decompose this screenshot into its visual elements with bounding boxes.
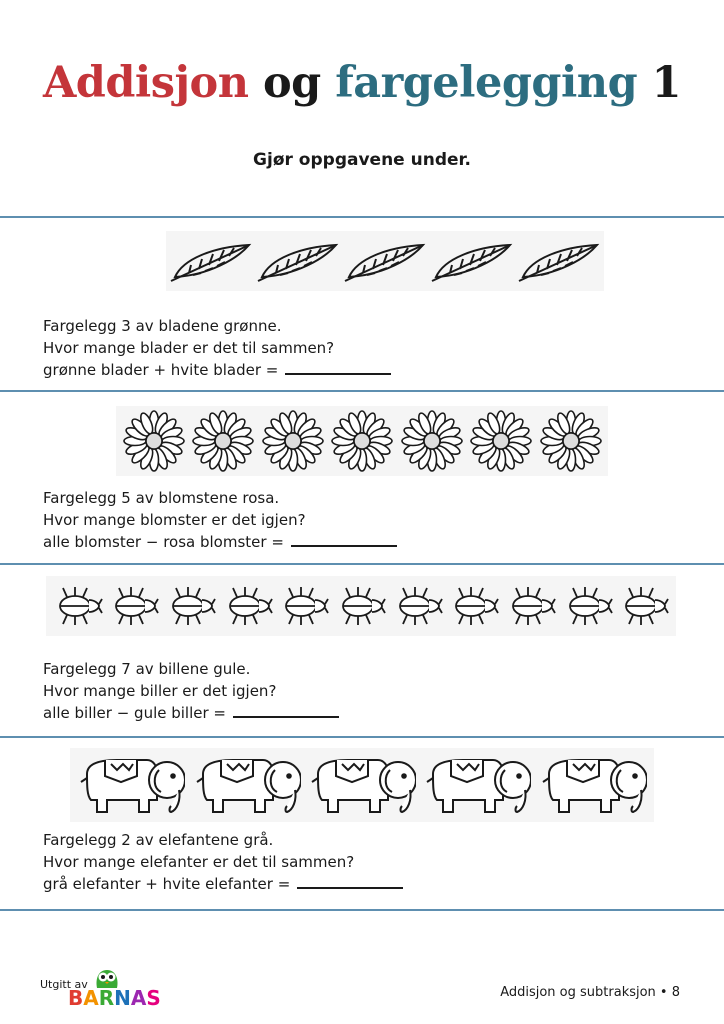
flower-row <box>116 406 608 476</box>
task-equation: alle biller − gule biller = <box>43 704 226 722</box>
flower-icon <box>330 409 394 473</box>
title-word-og: og <box>262 58 321 108</box>
title-word-fargelegging: fargelegging <box>335 58 638 108</box>
leaf-row <box>166 231 604 291</box>
task-question: Hvor mange biller er det igjen? <box>43 682 277 700</box>
flower-icon <box>191 409 255 473</box>
elephant-row <box>70 748 654 822</box>
divider <box>0 563 724 565</box>
instructions: Gjør oppgavene under. <box>253 150 471 170</box>
barnas-logo <box>68 986 161 1010</box>
beetle-icon <box>166 584 216 628</box>
logo-letter: S <box>146 986 161 1010</box>
beetle-icon <box>53 584 103 628</box>
leaf-icon <box>430 239 514 283</box>
leaf-icon <box>517 239 601 283</box>
published-by-label: Utgitt av <box>40 978 88 991</box>
page-number-label: Addisjon og subtraksjon • 8 <box>500 985 680 1000</box>
task-2 <box>43 487 397 553</box>
beetle-icon <box>506 584 556 628</box>
answer-blank[interactable] <box>291 531 397 547</box>
flower-icon <box>261 409 325 473</box>
leaf-icon <box>169 239 253 283</box>
divider <box>0 390 724 392</box>
task-instruction: Fargelegg 5 av blomstene rosa. <box>43 489 280 507</box>
beetle-icon <box>619 584 669 628</box>
flower-icon <box>539 409 603 473</box>
task-question: Hvor mange blader er det til sammen? <box>43 339 335 357</box>
flower-icon <box>469 409 533 473</box>
task-instruction: Fargelegg 2 av elefantene grå. <box>43 831 274 849</box>
beetle-icon <box>336 584 386 628</box>
task-1 <box>43 315 391 381</box>
task-equation-row <box>43 359 391 381</box>
beetle-row <box>46 576 676 636</box>
flower-icon <box>400 409 464 473</box>
logo-letter: N <box>114 986 131 1010</box>
flower-icon <box>122 409 186 473</box>
task-equation: grønne blader + hvite blader = <box>43 361 279 379</box>
title-word-addisjon: Addisjon <box>42 58 249 108</box>
elephant-icon <box>193 752 301 818</box>
elephant-icon <box>423 752 531 818</box>
task-4 <box>43 829 403 895</box>
leaf-icon <box>343 239 427 283</box>
answer-blank[interactable] <box>297 873 403 889</box>
elephant-icon <box>539 752 647 818</box>
elephant-icon <box>77 752 185 818</box>
beetle-icon <box>109 584 159 628</box>
task-equation: alle blomster − rosa blomster = <box>43 533 284 551</box>
beetle-icon <box>279 584 329 628</box>
leaf-icon <box>256 239 340 283</box>
task-equation-row <box>43 702 339 724</box>
task-question: Hvor mange elefanter er det til sammen? <box>43 853 355 871</box>
logo-letter: R <box>98 986 115 1010</box>
task-equation: grå elefanter + hvite elefanter = <box>43 875 291 893</box>
page-title <box>0 58 724 108</box>
task-instruction: Fargelegg 3 av bladene grønne. <box>43 317 282 335</box>
elephant-icon <box>308 752 416 818</box>
task-equation-row <box>43 873 403 895</box>
title-number: 1 <box>651 58 682 108</box>
answer-blank[interactable] <box>285 359 391 375</box>
task-question: Hvor mange blomster er det igjen? <box>43 511 306 529</box>
divider <box>0 909 724 911</box>
answer-blank[interactable] <box>233 702 339 718</box>
beetle-icon <box>563 584 613 628</box>
beetle-icon <box>393 584 443 628</box>
divider <box>0 216 724 218</box>
logo-letter: B <box>68 986 84 1010</box>
beetle-icon <box>449 584 499 628</box>
task-equation-row <box>43 531 397 553</box>
beetle-icon <box>223 584 273 628</box>
task-3 <box>43 658 339 724</box>
divider <box>0 736 724 738</box>
logo-letter: A <box>83 986 99 1010</box>
task-instruction: Fargelegg 7 av billene gule. <box>43 660 251 678</box>
logo-letter: A <box>130 986 147 1010</box>
